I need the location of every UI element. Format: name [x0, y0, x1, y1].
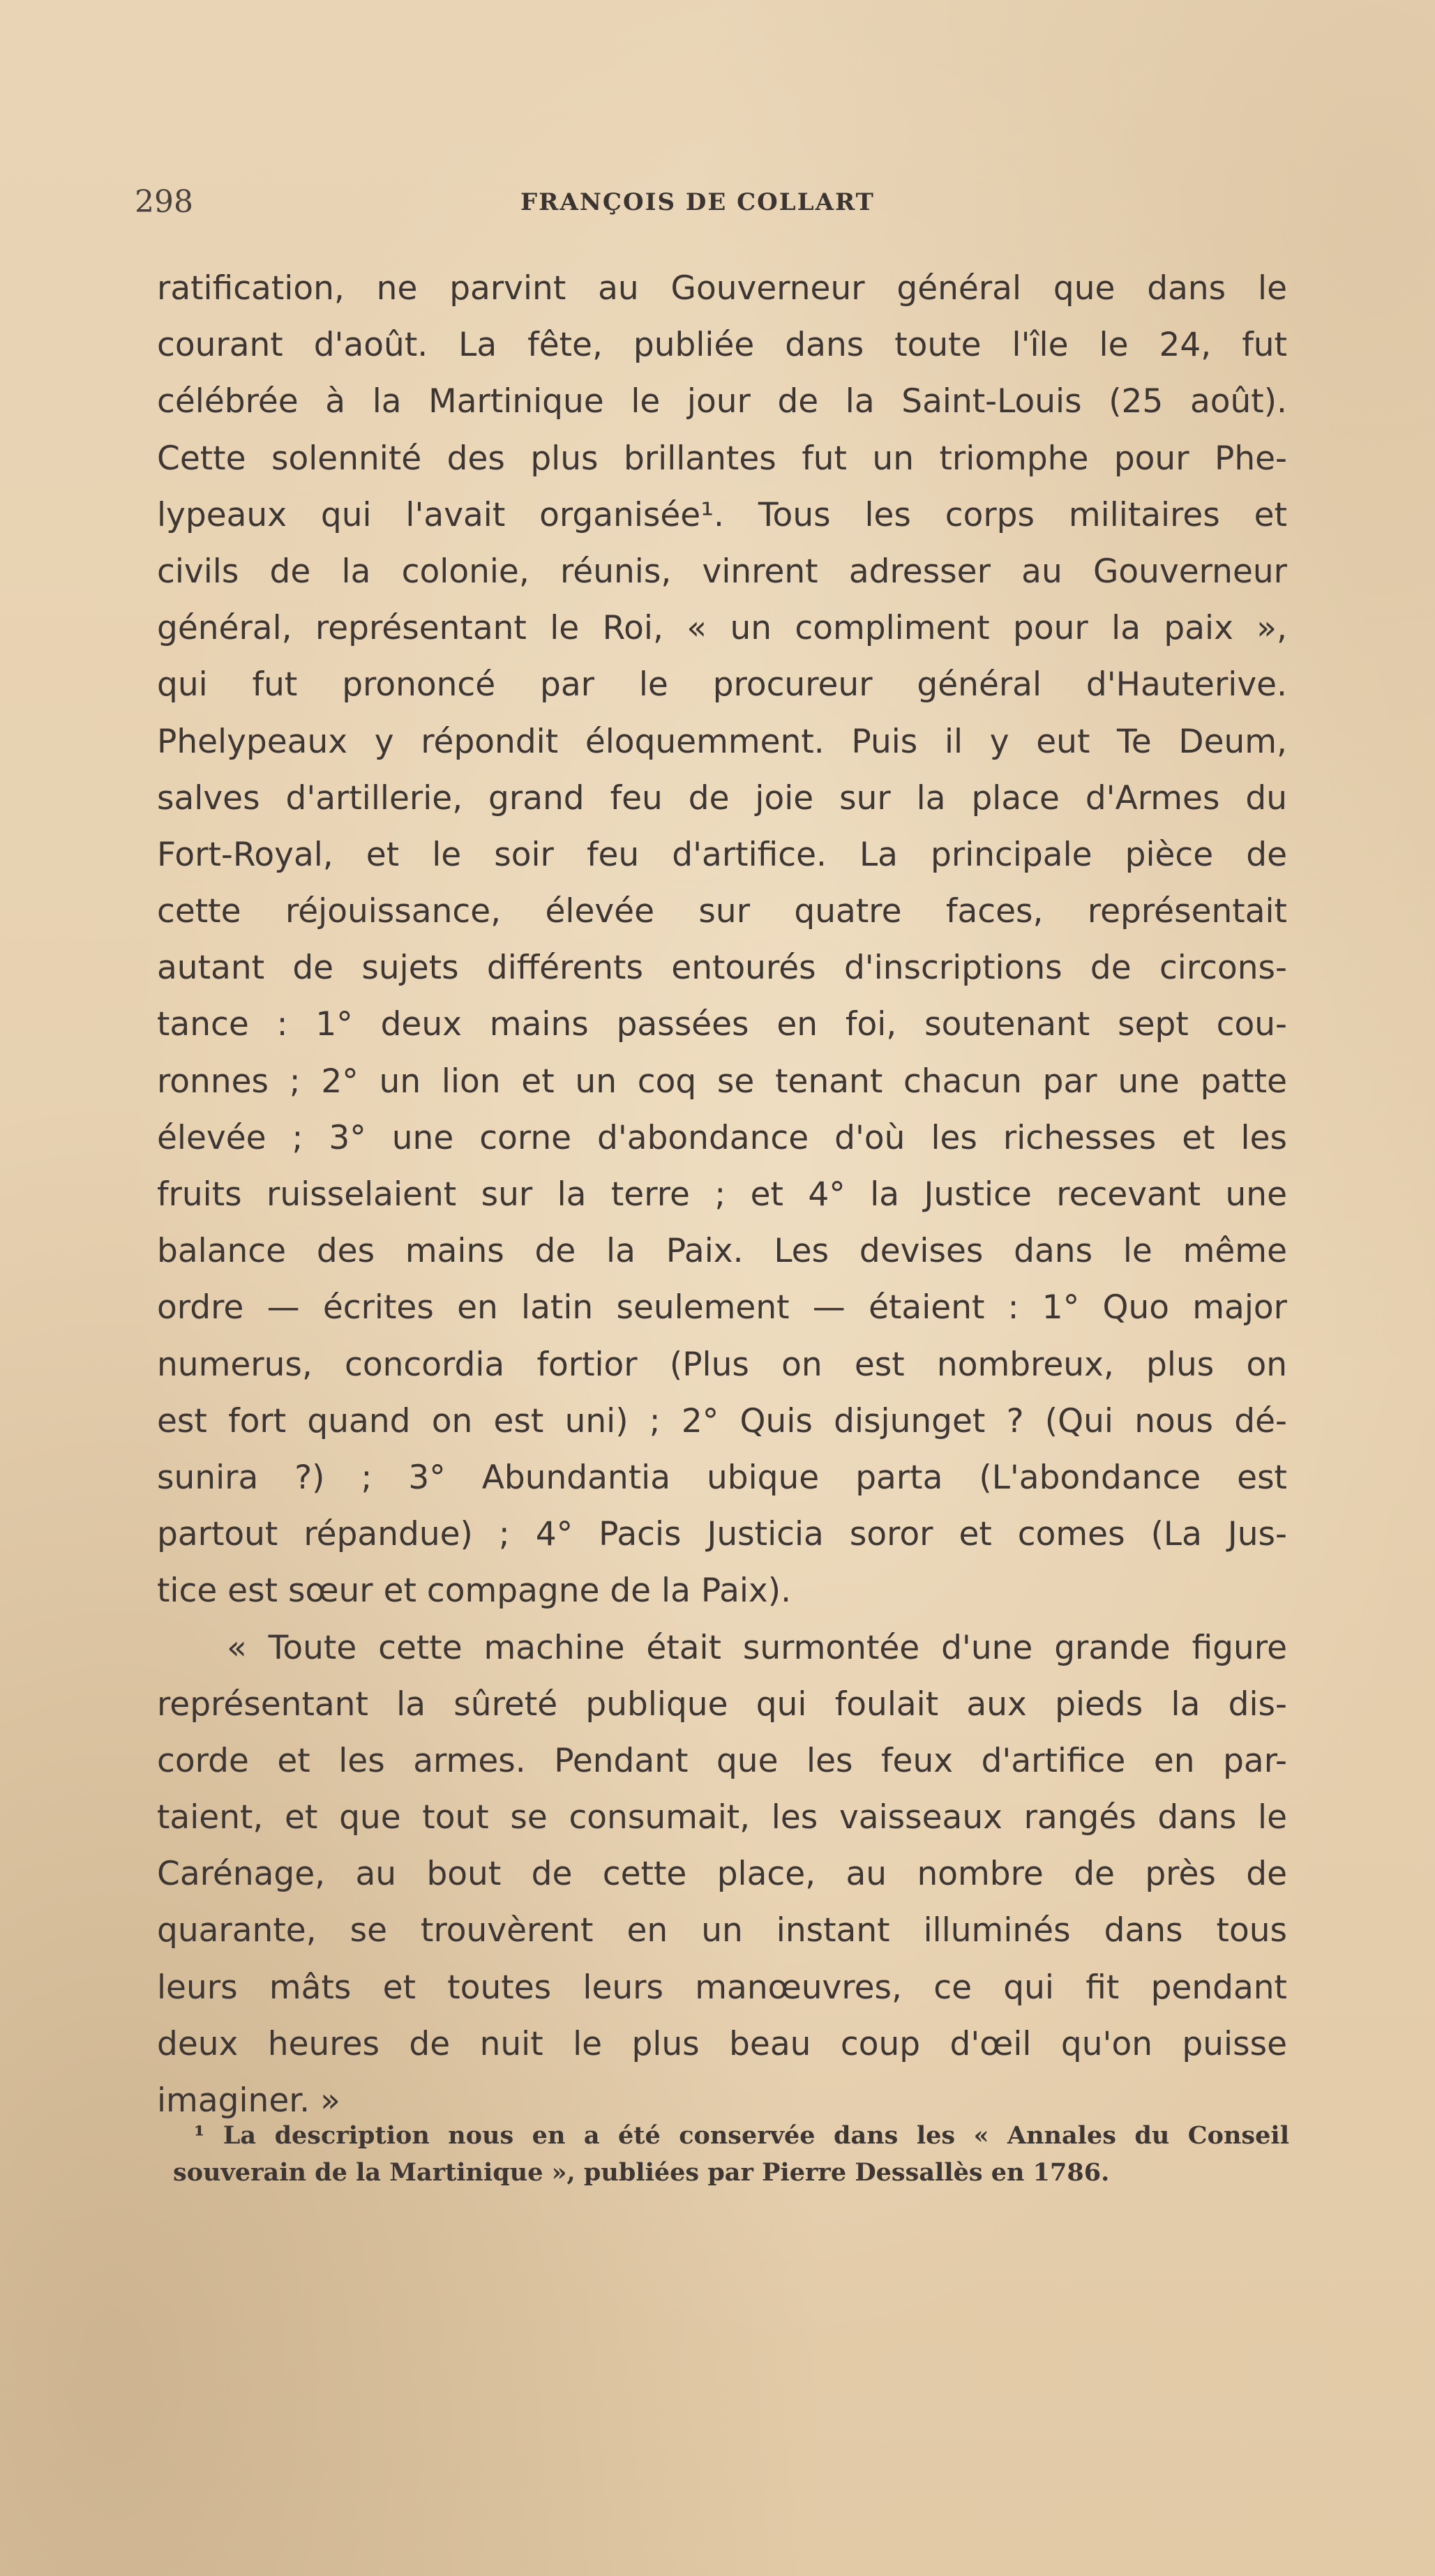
text-line: fruits ruisselaient sur la terre ; et 4° la Justice recevant une	[157, 1175, 1287, 1214]
text-line: tice est sœur et compagne de la Paix).	[157, 1572, 792, 1611]
text-line: célébrée à la Martinique le jour de la Saint-Louis (25 août).	[157, 382, 1287, 421]
text-line: balance des mains de la Paix. Les devises dans le même	[157, 1232, 1287, 1271]
text-line: corde et les armes. Pendant que les feux d'artifice en par-	[157, 1741, 1287, 1780]
text-line: lypeaux qui l'avait organisée¹. Tous les corps militaires et	[157, 495, 1287, 534]
text-line: quarante, se trouvèrent en un instant illuminés dans tous	[157, 1911, 1287, 1950]
text-line: courant d'août. La fête, publiée dans toute l'île le 24, fut	[157, 326, 1287, 365]
text-line: élevée ; 3° une corne d'abondance d'où les richesses et les	[157, 1118, 1287, 1157]
running-title: FRANÇOIS DE COLLART	[520, 188, 875, 216]
text-line: qui fut prononcé par le procureur général d'Hauterive.	[157, 665, 1287, 705]
text-line: autant de sujets différents entourés d'inscriptions de circons-	[157, 949, 1287, 988]
text-line: ronnes ; 2° un lion et un coq se tenant chacun par une patte	[157, 1062, 1287, 1101]
text-line: civils de la colonie, réunis, vinrent adresser au Gouverneur	[157, 552, 1287, 591]
body-text	[157, 260, 1287, 2129]
text-line: Carénage, au bout de cette place, au nombre de près de	[157, 1855, 1287, 1894]
text-line: numerus, concordia fortior (Plus on est nombreux, plus on	[157, 1345, 1287, 1384]
text-line: Fort-Royal, et le soir feu d'artifice. La principale pièce de	[157, 835, 1287, 874]
page-number: 298	[135, 184, 193, 220]
text-line: « Toute cette machine était surmontée d'une grande figure	[227, 1628, 1287, 1667]
text-line: ordre — écrites en latin seulement — étaient : 1° Quo major	[157, 1288, 1287, 1327]
text-line: imaginer. »	[157, 2081, 340, 2120]
text-line: ratification, ne parvint au Gouverneur général que dans le	[157, 269, 1287, 308]
footnote-line: souverain de la Martinique », publiées par Pierre Dessallès en 1786.	[173, 2158, 1110, 2187]
text-line: tance : 1° deux mains passées en foi, soutenant sept cou-	[157, 1005, 1287, 1044]
text-line: général, représentant le Roi, « un compliment pour la paix »,	[157, 609, 1287, 648]
text-line: cette réjouissance, élevée sur quatre faces, représentait	[157, 892, 1287, 931]
text-line: deux heures de nuit le plus beau coup d'œil qu'on puisse	[157, 2024, 1287, 2063]
text-line: est fort quand on est uni) ; 2° Quis disjunget ? (Qui nous dé-	[157, 1401, 1287, 1440]
text-line: leurs mâts et toutes leurs manœuvres, ce qui fit pendant	[157, 1968, 1287, 2007]
text-line: sunira ?) ; 3° Abundantia ubique parta (L'abondance est	[157, 1458, 1287, 1497]
text-line: Cette solennité des plus brillantes fut un triomphe pour Phe-	[157, 439, 1287, 478]
text-line: taient, et que tout se consumait, les vaisseaux rangés dans le	[157, 1798, 1287, 1837]
footnote-line: ¹ La description nous en a été conservée dans les « Annales du Conseil	[194, 2121, 1289, 2150]
page-header	[0, 178, 1435, 227]
text-line: Phelypeaux y répondit éloquemment. Puis il y eut Te Deum,	[157, 722, 1287, 761]
footnote	[173, 2117, 1289, 2191]
text-line: partout répandue) ; 4° Pacis Justicia soror et comes (La Jus-	[157, 1515, 1287, 1554]
text-line: représentant la sûreté publique qui foulait aux pieds la dis-	[157, 1685, 1287, 1724]
text-line: salves d'artillerie, grand feu de joie sur la place d'Armes du	[157, 778, 1287, 818]
